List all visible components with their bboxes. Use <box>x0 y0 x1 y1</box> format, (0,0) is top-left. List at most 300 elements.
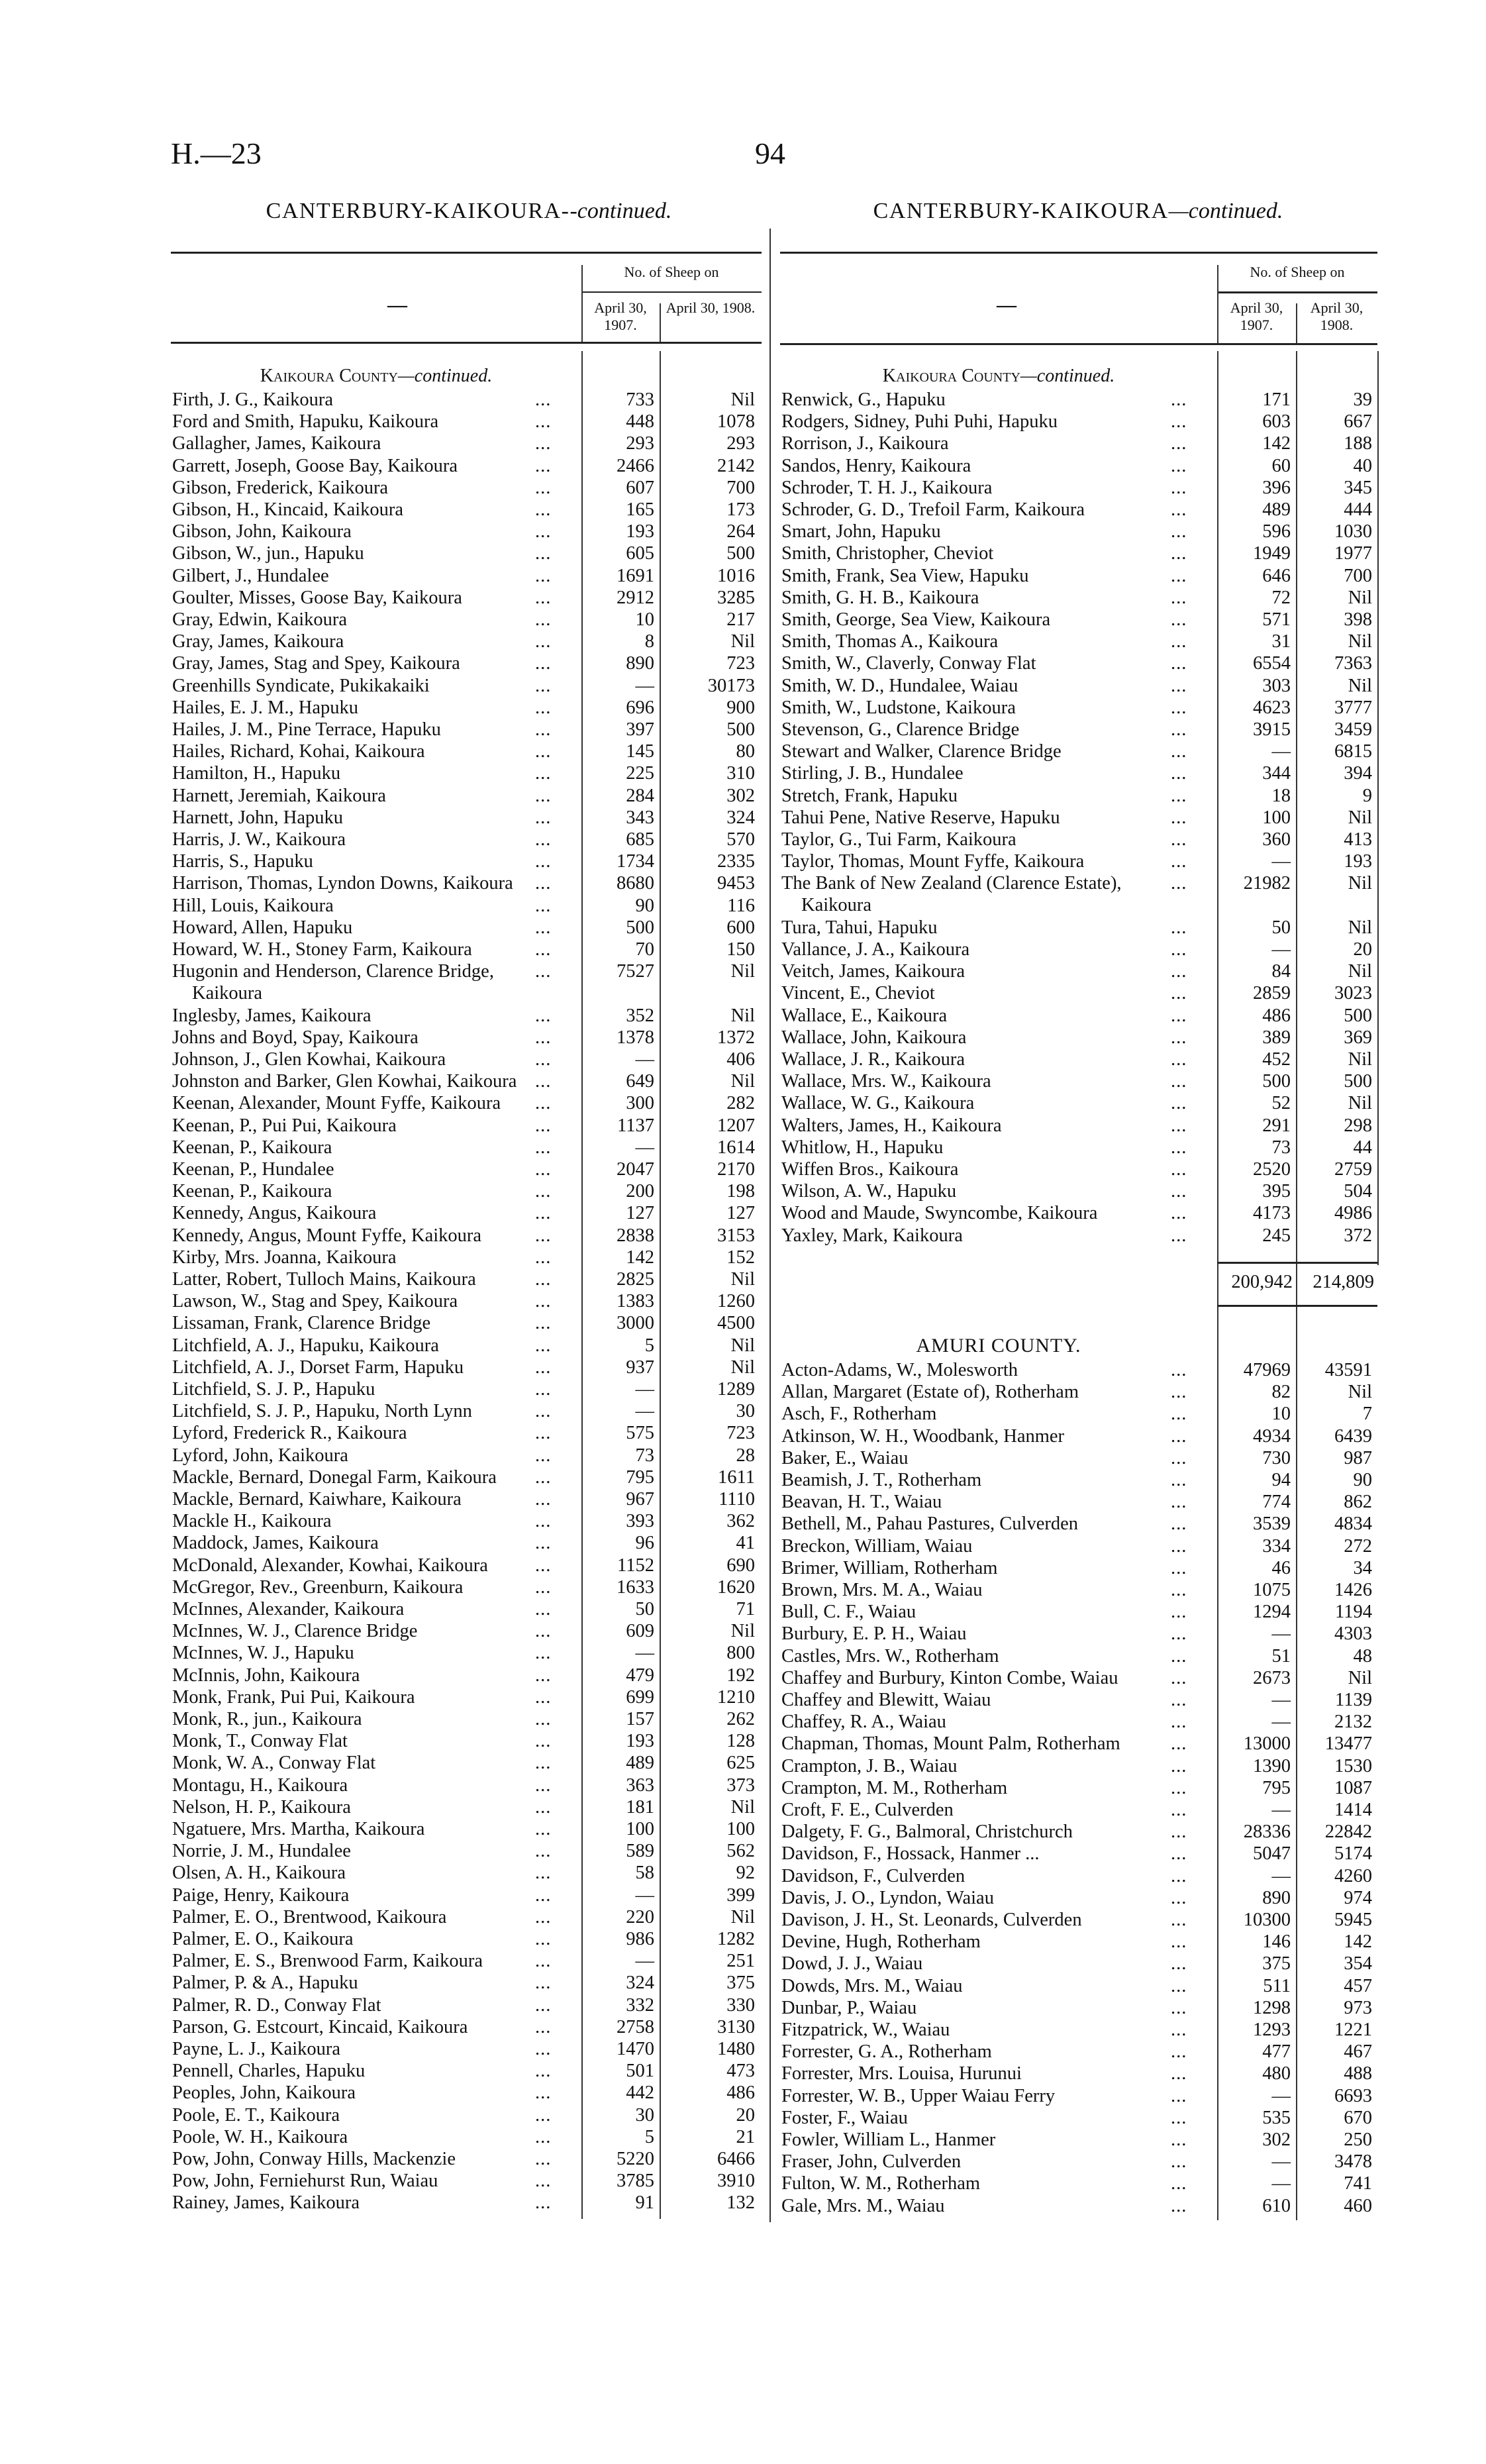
sheep-1908: 3777 <box>1334 697 1372 718</box>
leader-dots: ... <box>535 1774 552 1796</box>
table-row <box>781 1070 1377 1092</box>
owner-name: Litchfield, S. J. P., Hapuku, North Lynn <box>172 1400 476 1422</box>
owner-name: Vincent, E., Cheviot <box>781 982 939 1004</box>
rule <box>1296 303 1297 343</box>
sheep-1907: 100 <box>1262 807 1291 828</box>
table-row <box>172 1840 760 1862</box>
owner-name: Latter, Robert, Tulloch Mains, Kaikoura <box>172 1268 480 1290</box>
sheep-1907: 334 <box>1262 1535 1291 1557</box>
table-row <box>781 1535 1377 1557</box>
leader-dots: ... <box>1171 2063 1187 2084</box>
sheep-1907: 2859 <box>1253 983 1291 1004</box>
sheep-1907: 145 <box>626 741 654 762</box>
sheep-1908: 974 <box>1344 1887 1372 1908</box>
leader-dots: ... <box>1171 1997 1187 2018</box>
rule <box>171 252 762 254</box>
table-row <box>781 389 1377 411</box>
sheep-1908: Nil <box>730 389 755 410</box>
table-row <box>781 1491 1377 1513</box>
leader-dots: ... <box>535 1247 552 1268</box>
sheep-1907: 94 <box>1271 1470 1291 1490</box>
leader-dots: ... <box>1171 1027 1187 1048</box>
leader-dots: ... <box>535 1841 552 1862</box>
sheep-1908: 302 <box>726 785 755 806</box>
sheep-1908: 562 <box>726 1841 755 1862</box>
owner-name: Whitlow, H., Hapuku <box>781 1137 947 1158</box>
owner-name: Keenan, P., Kaikoura <box>172 1180 336 1202</box>
owner-name: Maddock, James, Kaikoura <box>172 1532 383 1554</box>
table-row <box>172 477 760 499</box>
leader-dots: ... <box>1171 433 1187 454</box>
leader-dots: ... <box>535 1884 552 1906</box>
leader-dots: ... <box>535 1357 552 1378</box>
owner-name: McInnis, John, Kaikoura <box>172 1665 364 1686</box>
owner-name: Payne, L. J., Kaikoura <box>172 2038 344 2060</box>
sheep-1908: Nil <box>1348 587 1372 608</box>
sheep-1907: 4623 <box>1253 697 1291 718</box>
sheep-1908: 142 <box>1344 1931 1372 1953</box>
table-row <box>172 542 760 564</box>
sheep-1908: 1426 <box>1334 1580 1372 1600</box>
sheep-1907: 5220 <box>617 2149 654 2169</box>
owner-name: Wiffen Bros., Kaikoura <box>781 1158 962 1180</box>
sheep-1907: 1633 <box>617 1576 654 1598</box>
sheep-1907: 4173 <box>1253 1203 1291 1224</box>
owner-name: Beavan, H. T., Waiau <box>781 1491 946 1513</box>
sheep-1908: Nil <box>1348 1049 1372 1070</box>
leader-dots: ... <box>1171 1910 1187 1930</box>
sheep-1907: 96 <box>635 1533 654 1554</box>
table-row <box>781 1689 1377 1711</box>
table-row <box>172 1818 760 1840</box>
sheep-1907: 6554 <box>1253 653 1291 674</box>
leader-dots: ... <box>535 1533 552 1554</box>
table-row <box>172 1335 760 1357</box>
leader-dots: ... <box>535 653 552 674</box>
sheep-1908: 28 <box>736 1445 755 1466</box>
left-col-1907-header: April 30, 1907. <box>594 299 647 333</box>
sheep-1907: 389 <box>1262 1027 1291 1048</box>
table-row <box>781 960 1377 982</box>
sheep-1908: 500 <box>726 719 755 740</box>
table-row <box>781 741 1377 762</box>
sheep-1908: 217 <box>726 609 755 630</box>
left-title-text: CANTERBURY-KAIKOURA- <box>266 199 570 223</box>
sheep-1907: — <box>635 675 654 696</box>
table-row <box>781 1579 1377 1601</box>
leader-dots: ... <box>1171 587 1187 608</box>
leader-dots: ... <box>1171 851 1187 872</box>
leader-dots: ... <box>535 895 552 916</box>
owner-name: Smith, G. H. B., Kaikoura <box>781 587 983 609</box>
leader-dots: ... <box>535 939 552 960</box>
sheep-1908: 2759 <box>1334 1159 1372 1180</box>
sheep-1908: 862 <box>1344 1492 1372 1513</box>
table-row <box>172 939 760 960</box>
table-row <box>172 850 760 872</box>
leader-dots: ... <box>1171 2130 1187 2150</box>
right-section-heading <box>780 366 1217 387</box>
sheep-1907: 605 <box>626 543 654 564</box>
leader-dots: ... <box>1171 1822 1187 1843</box>
owner-name: Fitzpatrick, W., Waiau <box>781 2019 954 2041</box>
sheep-1908: 1078 <box>717 411 755 433</box>
table-row <box>781 1425 1377 1447</box>
sheep-1907: 31 <box>1271 631 1291 652</box>
sheep-1908: 198 <box>726 1181 755 1202</box>
leader-dots: ... <box>1171 631 1187 652</box>
sheep-1908: 9453 <box>717 873 755 894</box>
sheep-1907: 60 <box>1271 455 1291 476</box>
owner-name: Crampton, J. B., Waiau <box>781 1755 962 1777</box>
table-row <box>172 895 760 917</box>
owner-name: Yaxley, Mark, Kaikoura <box>781 1225 967 1247</box>
sheep-1908: Nil <box>1348 873 1372 894</box>
leader-dots: ... <box>1171 2151 1187 2173</box>
owner-name: Dowd, J. J., Waiau <box>781 1953 926 1975</box>
sheep-1907: 375 <box>1262 1953 1291 1975</box>
sheep-1908: 132 <box>726 2192 755 2214</box>
owner-name: Stirling, J. B., Hundalee <box>781 762 967 784</box>
sheep-1907: 171 <box>1262 389 1291 410</box>
leader-dots: ... <box>535 1906 552 1927</box>
sheep-1907: — <box>635 1049 654 1070</box>
owner-name: Peoples, John, Kaikoura <box>172 2082 360 2104</box>
sheep-1907: 46 <box>1271 1557 1291 1578</box>
leader-dots: ... <box>535 2104 552 2126</box>
leader-dots: ... <box>535 1819 552 1839</box>
sheep-1908: 600 <box>726 917 755 938</box>
sheep-1907: 1734 <box>617 851 654 872</box>
owner-name: Wallace, Mrs. W., Kaikoura <box>781 1070 995 1092</box>
leader-dots: ... <box>535 389 552 410</box>
leader-dots: ... <box>1171 411 1187 433</box>
sheep-1907: 489 <box>626 1753 654 1774</box>
table-row <box>172 1027 760 1049</box>
rule <box>1377 351 1379 1265</box>
table-row <box>781 1645 1377 1667</box>
sheep-1907: 1383 <box>617 1291 654 1312</box>
leader-dots: ... <box>535 675 552 696</box>
owner-name: Monk, W. A., Conway Flat <box>172 1752 379 1774</box>
sheep-1907: 360 <box>1262 829 1291 850</box>
sheep-1908: 375 <box>726 1973 755 1994</box>
owner-name: Lissaman, Frank, Clarence Bridge <box>172 1312 434 1334</box>
sheep-1907: 3785 <box>617 2171 654 2192</box>
sheep-1908: 4500 <box>717 1313 755 1334</box>
table-row <box>172 1510 760 1532</box>
table-row <box>781 1027 1377 1049</box>
leader-dots: ... <box>1171 1800 1187 1820</box>
table-row <box>781 2085 1377 2107</box>
owner-name: Tahui Pene, Native Reserve, Hapuku <box>781 807 1064 829</box>
owner-name: Garrett, Joseph, Goose Bay, Kaikoura <box>172 455 462 477</box>
sheep-1908: 2142 <box>717 455 755 476</box>
owner-name: Schroder, T. H. J., Kaikoura <box>781 477 996 499</box>
sheep-1907: 300 <box>626 1093 654 1114</box>
table-row <box>172 609 760 631</box>
table-row <box>781 1158 1377 1180</box>
owner-name: Gray, James, Kaikoura <box>172 631 348 652</box>
right-title-text: CANTERBURY-KAIKOURA <box>873 199 1169 223</box>
leader-dots: ... <box>535 1049 552 1070</box>
leader-dots: ... <box>1171 2195 1187 2216</box>
leader-dots: ... <box>1171 1049 1187 1070</box>
leader-dots: ... <box>1171 1843 1187 1865</box>
sheep-1908: 100 <box>726 1819 755 1839</box>
table-row <box>172 521 760 542</box>
sheep-1907: 397 <box>626 719 654 740</box>
sheep-1907: 442 <box>626 2082 654 2104</box>
table-row <box>781 1623 1377 1645</box>
sheep-1907: 589 <box>626 1841 654 1862</box>
sheep-1908: 1414 <box>1334 1800 1372 1820</box>
sheep-1908: 152 <box>726 1247 755 1268</box>
sheep-1908: 1087 <box>1334 1777 1372 1798</box>
owner-name: Acton-Adams, W., Molesworth <box>781 1359 1022 1381</box>
owner-name: Smith, George, Sea View, Kaikoura <box>781 609 1054 631</box>
leader-dots: ... <box>535 1423 552 1444</box>
table-row <box>781 872 1377 916</box>
sheep-1908: Nil <box>1348 1667 1372 1688</box>
table-row <box>781 1777 1377 1799</box>
sheep-1908: 41 <box>736 1533 755 1554</box>
left-section-heading <box>171 366 581 387</box>
table-row <box>172 1642 760 1664</box>
owner-name: Croft, F. E., Culverden <box>781 1799 958 1821</box>
table-row <box>172 1620 760 1642</box>
rule <box>171 342 762 344</box>
owner-name: Atkinson, W. H., Woodbank, Hanmer <box>781 1425 1068 1447</box>
owner-name: Gray, Edwin, Kaikoura <box>172 609 351 631</box>
sheep-1907: 479 <box>626 1665 654 1686</box>
leader-dots: ... <box>535 1005 552 1026</box>
owner-name: Keenan, P., Kaikoura <box>172 1137 336 1158</box>
table-row <box>172 1115 760 1137</box>
leader-dots: ... <box>1171 1382 1187 1403</box>
leader-dots: ... <box>535 433 552 454</box>
owner-name: Smith, Thomas A., Kaikoura <box>781 631 1002 652</box>
sheep-1907: 284 <box>626 785 654 806</box>
leader-dots: ... <box>535 1466 552 1488</box>
sheep-1907: 1298 <box>1253 1997 1291 2018</box>
sheep-1907: 5047 <box>1253 1843 1291 1865</box>
sheep-1908: 1611 <box>718 1466 755 1488</box>
sheep-1907: 2838 <box>617 1225 654 1246</box>
owner-name: McDonald, Alexander, Kowhai, Kaikoura <box>172 1555 492 1576</box>
sheep-1908: 2170 <box>717 1159 755 1180</box>
sheep-1908: 354 <box>1344 1953 1372 1975</box>
sheep-1908: 272 <box>1344 1535 1372 1557</box>
leader-dots: ... <box>535 2171 552 2192</box>
table-row <box>172 652 760 674</box>
leader-dots: ... <box>535 2061 552 2082</box>
rule <box>660 303 661 342</box>
leader-dots: ... <box>535 1643 552 1664</box>
sheep-1907: 489 <box>1262 499 1291 520</box>
sheep-1907: 8680 <box>617 873 654 894</box>
owner-name: Olsen, A. H., Kaikoura <box>172 1862 350 1884</box>
owner-name: Forrester, Mrs. Louisa, Hurunui <box>781 2063 1026 2084</box>
leader-dots: ... <box>535 1973 552 1994</box>
table-row <box>781 609 1377 631</box>
table-row <box>781 2173 1377 2194</box>
leader-dots: ... <box>1171 499 1187 520</box>
sheep-1907: 2758 <box>617 2016 654 2037</box>
leader-dots: ... <box>1171 1712 1187 1733</box>
table-row <box>172 1994 760 2016</box>
leader-dots: ... <box>1171 389 1187 410</box>
owner-name: Bull, C. F., Waiau <box>781 1601 920 1623</box>
owner-name: Rorrison, J., Kaikoura <box>781 433 953 454</box>
leader-dots: ... <box>535 455 552 476</box>
sheep-1908: 1194 <box>1335 1602 1372 1623</box>
sheep-1908: 3153 <box>717 1225 755 1246</box>
sheep-1907: 157 <box>626 1709 654 1729</box>
section-suffix: —continued. <box>397 366 493 386</box>
leader-dots: ... <box>535 1686 552 1708</box>
leader-dots: ... <box>1171 1755 1187 1776</box>
sheep-1907: 575 <box>626 1423 654 1444</box>
sheep-1907: 609 <box>626 1621 654 1642</box>
sheep-1908: 30 <box>736 1401 755 1422</box>
table-row <box>172 1180 760 1202</box>
sheep-1908: 1260 <box>717 1291 755 1312</box>
leader-dots: ... <box>1171 1093 1187 1114</box>
table-row <box>172 960 760 1004</box>
total-1908: 214,809 <box>1313 1272 1374 1292</box>
sheep-1908: 700 <box>726 477 755 498</box>
table-row <box>172 762 760 784</box>
sheep-1908: Nil <box>730 1357 755 1378</box>
column-divider <box>769 229 771 2222</box>
sheep-1908: Nil <box>730 1005 755 1026</box>
table-row <box>781 1381 1377 1403</box>
leader-dots: ... <box>535 1401 552 1422</box>
sheep-1908: 20 <box>1353 939 1372 960</box>
table-row <box>781 1092 1377 1114</box>
table-row <box>172 1950 760 1972</box>
sheep-1908: 500 <box>1344 1071 1372 1092</box>
leader-dots: ... <box>1171 807 1187 828</box>
table-row <box>781 2195 1377 2217</box>
total-rule <box>1217 1262 1377 1264</box>
table-row <box>781 675 1377 697</box>
owner-name: Monk, R., jun., Kaikoura <box>172 1708 366 1730</box>
table-row <box>172 2170 760 2192</box>
table-row <box>781 631 1377 652</box>
owner-name: Schroder, G. D., Trefoil Farm, Kaikoura <box>781 499 1089 521</box>
leader-dots: ... <box>1171 1602 1187 1623</box>
sheep-1908: 80 <box>736 741 755 762</box>
table-row <box>781 2151 1377 2173</box>
leader-dots: ... <box>1171 1645 1187 1667</box>
table-row <box>172 829 760 850</box>
leader-dots: ... <box>1171 1514 1187 1535</box>
owner-name: Smith, W., Claverly, Conway Flat <box>781 652 1040 674</box>
leader-dots: ... <box>535 1665 552 1686</box>
left-name-col-header: — <box>387 294 407 316</box>
table-row <box>172 1378 760 1400</box>
sheep-1907: — <box>1271 939 1291 960</box>
table-row <box>172 1400 760 1422</box>
owner-name: Lyford, Frederick R., Kaikoura <box>172 1422 411 1444</box>
table-row <box>781 807 1377 829</box>
leader-dots: ... <box>535 719 552 740</box>
table-row <box>781 2107 1377 2129</box>
table-row <box>781 1447 1377 1469</box>
leader-dots: ... <box>535 1796 552 1818</box>
sheep-1908: 1139 <box>1335 1690 1372 1710</box>
leader-dots: ... <box>1171 1623 1187 1645</box>
leader-dots: ... <box>1171 1557 1187 1578</box>
sheep-1907: 395 <box>1262 1181 1291 1202</box>
table-row <box>781 1667 1377 1689</box>
sheep-1908: 282 <box>726 1093 755 1114</box>
sheep-1908: 4303 <box>1334 1623 1372 1645</box>
sheep-1908: 6815 <box>1334 741 1372 762</box>
table-row <box>781 542 1377 564</box>
table-row <box>172 1774 760 1796</box>
sheep-1908: Nil <box>1348 807 1372 828</box>
sheep-1908: 30173 <box>707 675 755 696</box>
rule <box>581 291 762 293</box>
sheep-1907: — <box>1271 1865 1291 1886</box>
table-row <box>172 455 760 477</box>
leader-dots: ... <box>535 2126 552 2147</box>
sheep-1907: 73 <box>1271 1137 1291 1158</box>
leader-dots: ... <box>1171 653 1187 674</box>
leader-dots: ... <box>1171 1447 1187 1468</box>
sheep-1907: 393 <box>626 1511 654 1532</box>
sheep-1908: 741 <box>1344 2173 1372 2194</box>
owner-name: Forrester, G. A., Rotherham <box>781 2041 996 2063</box>
table-row <box>172 565 760 587</box>
sheep-1907: 500 <box>626 917 654 938</box>
table-row <box>172 1598 760 1620</box>
sheep-1908: 667 <box>1344 411 1372 433</box>
owner-name: Davidson, F., Culverden <box>781 1865 969 1887</box>
table-row <box>172 1466 760 1488</box>
sheep-1907: 1152 <box>617 1555 654 1576</box>
sheep-1907: 2673 <box>1253 1667 1291 1688</box>
table-row <box>172 872 760 894</box>
sheep-1908: 9 <box>1362 785 1372 806</box>
left-col-group-header: No. of Sheep on <box>624 264 719 280</box>
leader-dots: ... <box>535 1313 552 1334</box>
sheep-1908: 362 <box>726 1511 755 1532</box>
sheep-1908: 973 <box>1344 1997 1372 2018</box>
table-row <box>172 807 760 829</box>
leader-dots: ... <box>1171 1580 1187 1600</box>
right-name-col-header: — <box>997 294 1016 316</box>
owner-name: Allan, Margaret (Estate of), Rotherham <box>781 1381 1083 1403</box>
sheep-1907: 332 <box>626 1994 654 2016</box>
sheep-1907: 10 <box>635 609 654 630</box>
table-row <box>172 1092 760 1114</box>
leader-dots: ... <box>535 1621 552 1642</box>
sheep-1907: 18 <box>1271 785 1291 806</box>
table-row <box>781 1469 1377 1491</box>
owner-name: Sandos, Henry, Kaikoura <box>781 455 975 477</box>
sheep-1908: 444 <box>1344 499 1372 520</box>
leader-dots: ... <box>535 1709 552 1729</box>
sheep-1907: — <box>1271 1712 1291 1733</box>
table-row <box>781 1711 1377 1733</box>
table-row <box>172 2192 760 2214</box>
sheep-1907: 603 <box>1262 411 1291 433</box>
owner-name: Ngatuere, Mrs. Martha, Kaikoura <box>172 1818 428 1840</box>
